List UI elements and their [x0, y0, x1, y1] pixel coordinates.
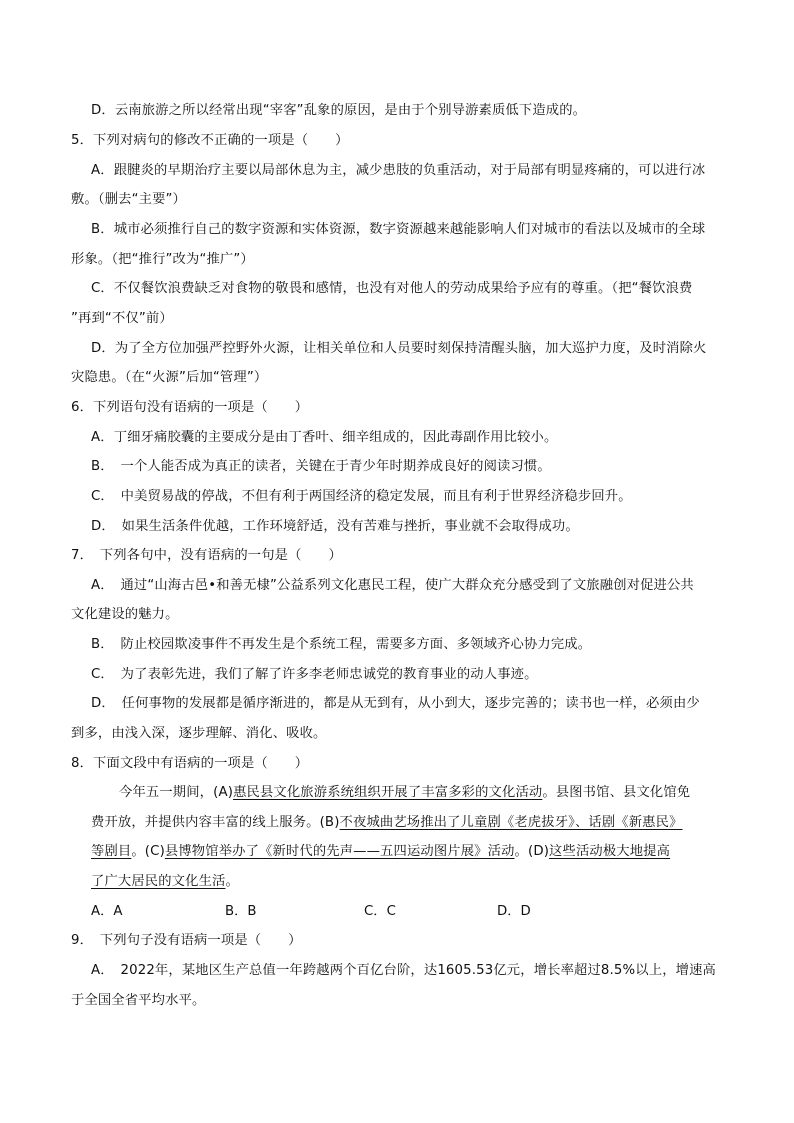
underlined-segment-c: 县博物馆举办了《新时代的先声——五四运动图片展》活动	[164, 844, 515, 859]
option-line: C．不仅餐饮浪费缺乏对食物的敬畏和感情，也没有对他人的劳动成果给予应有的尊重。（把“餐饮浪费	[91, 281, 693, 296]
option-line: D． 任何事物的发展都是循序渐进的，都是从无到有，从小到大，逐步完善的；读书也一样，必须由少	[91, 696, 700, 711]
passage-text: 。(D)	[514, 844, 550, 859]
passage-text: 。(C)	[131, 844, 165, 859]
passage-line	[91, 844, 670, 860]
choice-c: C．C	[364, 904, 396, 919]
option-line: A． 通过“山海古邑•和善无棣”公益系列文化惠民工程，使广大群众充分感受到了文旅融创对促进公共	[91, 578, 694, 593]
option-line: ”再到“不仅”前）	[71, 311, 173, 326]
option-line: A．跟腱炎的早期治疗主要以局部休息为主，减少患肢的负重活动，对于局部有明显疼痛的，可以进行冰	[91, 163, 706, 178]
choice-a: A．A	[91, 904, 123, 919]
passage-text: 费开放，并提供内容丰富的线上服务。(B)	[91, 815, 340, 830]
underlined-segment-a: 惠民县文化旅游系统组织开展了丰富多彩的文化活动	[233, 785, 543, 800]
question-7-stem: 7． 下列各句中，没有语病的一句是（ ）	[71, 548, 342, 563]
question-8-stem: 8．下面文段中有语病的一项是（ ）	[71, 756, 309, 771]
choice-d: D．D	[497, 904, 531, 919]
passage-line	[91, 874, 239, 890]
option-line: D．云南旅游之所以经常出现“宰客”乱象的原因，是由于个别导游素质低下造成的。	[91, 103, 587, 118]
option-line: D． 如果生活条件优越，工作环境舒适，没有苦难与挫折，事业就不会取得成功。	[91, 519, 579, 534]
option-line: 文化建设的魅力。	[71, 607, 179, 622]
passage-line	[119, 785, 690, 801]
underlined-segment-d: 这些活动极大地提高	[549, 844, 671, 859]
passage-line	[91, 815, 683, 831]
option-line: A．丁细牙痛胶囊的主要成分是由丁香叶、细辛组成的，因此毒副作用比较小。	[91, 430, 558, 445]
option-line: B． 一个人能否成为真正的读者，关键在于青少年时期养成良好的阅读习惯。	[91, 459, 551, 474]
option-line: A． 2022年，某地区生产总值一年跨越两个百亿台阶，达1605.53亿元，增长率超过8.5%以上，增速高	[91, 963, 716, 978]
option-line: 于全国全省平均水平。	[71, 993, 206, 1008]
question-6-stem: 6．下列语句没有语病的一项是（ ）	[71, 400, 309, 415]
option-line: C． 为了表彰先进，我们了解了许多李老师忠诚党的教育事业的动人事迹。	[91, 667, 538, 682]
underlined-segment-b: 不夜城曲艺场推出了儿童剧《老虎拔牙》、话剧《新惠民》	[339, 815, 683, 830]
option-line: 敷。（删去“主要”）	[71, 192, 187, 207]
question-9-stem: 9． 下列句子没有语病一项是（ ）	[71, 933, 302, 948]
option-line: D．为了全方位加强严控野外火源，让相关单位和人员要时刻保持清醒头脑，加大巡护力度，及时消除火	[91, 341, 707, 356]
choice-b: B．B	[225, 904, 257, 919]
option-line: B． 防止校园欺凌事件不再发生是个系统工程，需要多方面、多领域齐心协力完成。	[91, 637, 592, 652]
underlined-segment-d: 了广大居民的文化生活	[91, 874, 226, 889]
option-line: 形象。（把“推行”改为“推广”）	[71, 252, 254, 267]
passage-text: 。县图书馆、县文化馆免	[542, 785, 691, 800]
option-line: 灾隐患。（在“火源”后加“管理”）	[71, 370, 268, 385]
passage-text: 今年五一期间，(A)	[119, 785, 234, 800]
option-line: 到多，由浅入深，逐步理解、消化、吸收。	[71, 726, 327, 741]
underlined-segment-b: 等剧目	[91, 844, 132, 859]
option-line: B．城市必须推行自己的数字资源和实体资源，数字资源越来越能影响人们对城市的看法以及城市的全球	[91, 222, 706, 237]
question-5-stem: 5．下列对病句的修改不正确的一项是（ ）	[71, 133, 349, 148]
option-line: C． 中美贸易战的停战，不但有利于两国经济的稳定发展，而且有利于世界经济稳步回升。	[91, 489, 632, 504]
passage-text: 。	[225, 874, 239, 889]
